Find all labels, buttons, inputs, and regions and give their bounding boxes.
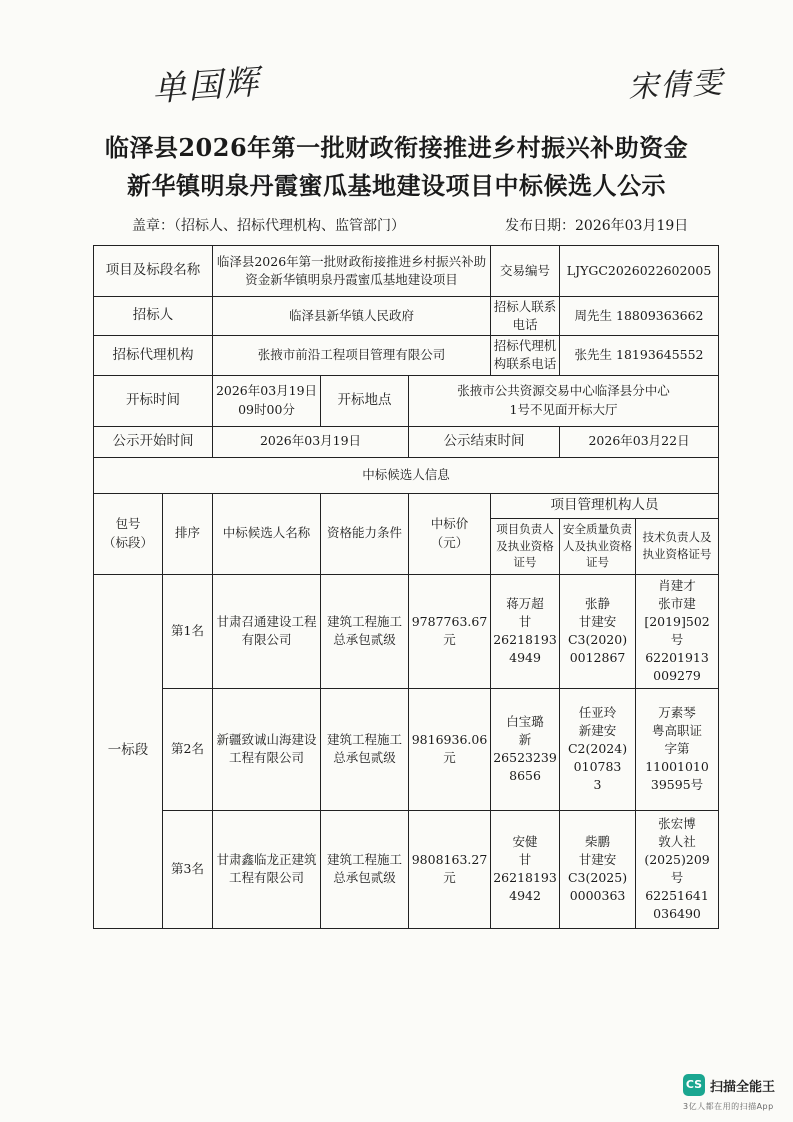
- open-place: 张掖市公共资源交易中心临泽县分中心 1号不见面开标大厅: [409, 375, 719, 426]
- header-qualification: 资格能力条件: [321, 493, 409, 574]
- candidate-safety: 张静 甘建安 C3(2020) 0012867: [560, 574, 636, 688]
- notice-end-label: 公示结束时间: [409, 426, 560, 457]
- candidate-safety: 任亚玲 新建安 C2(2024) 010783 3: [560, 688, 636, 810]
- header-price: 中标价 （元）: [409, 493, 491, 574]
- candidate-name: 新疆致诚山海建设工程有限公司: [213, 688, 321, 810]
- header-tech: 技术负责人及执业资格证号: [636, 518, 719, 574]
- project-row: [94, 246, 719, 297]
- notice-start-label: 公示开始时间: [94, 426, 213, 457]
- header-manager: 项目负责人及执业资格证号: [491, 518, 560, 574]
- package-cell: 一标段: [94, 574, 163, 928]
- candidate-price: 9787763.67元: [409, 574, 491, 688]
- candidate-safety: 柴鹏 甘建安 C3(2025) 0000363: [560, 810, 636, 928]
- candidate-row-2: [94, 688, 719, 810]
- section-title: 中标候选人信息: [94, 457, 719, 493]
- candidate-manager: 安健 甘 26218193 4942: [491, 810, 560, 928]
- candidate-row-1: [94, 574, 719, 688]
- notice-row: [94, 426, 719, 457]
- candidate-manager: 白宝璐 新 26523239 8656: [491, 688, 560, 810]
- notice-end: 2026年03月22日: [560, 426, 719, 457]
- candidate-qualification: 建筑工程施工总承包贰级: [321, 810, 409, 928]
- notice-start: 2026年03月19日: [213, 426, 409, 457]
- tenderer-phone-label: 招标人联系电话: [491, 297, 560, 336]
- candidate-row-3: [94, 810, 719, 928]
- agency-label: 招标代理机构: [94, 336, 213, 375]
- candidate-qualification: 建筑工程施工总承包贰级: [321, 688, 409, 810]
- camscanner-tagline: 3亿人都在用的扫描App: [683, 1102, 774, 1111]
- header-package: 包号 （标段）: [94, 493, 163, 574]
- candidate-name: 甘肃鑫临龙正建筑工程有限公司: [213, 810, 321, 928]
- camscanner-logo-icon: CS: [683, 1074, 705, 1096]
- open-time: 2026年03月19日 09时00分: [213, 375, 321, 426]
- agency-row: [94, 336, 719, 375]
- candidate-name: 甘肃召通建设工程有限公司: [213, 574, 321, 688]
- tenderer: 临泽县新华镇人民政府: [213, 297, 491, 336]
- candidate-rank: 第2名: [163, 688, 213, 810]
- trade-no-label: 交易编号: [491, 246, 560, 297]
- candidate-qualification: 建筑工程施工总承包贰级: [321, 574, 409, 688]
- title-line-2: 新华镇明泉丹霞蜜瓜基地建设项目中标候选人公示: [127, 171, 666, 200]
- open-place-label: 开标地点: [321, 375, 409, 426]
- header-safety: 安全质量负责人及执业资格证号: [560, 518, 636, 574]
- open-row: [94, 375, 719, 426]
- project-name: 临泽县2026年第一批财政衔接推进乡村振兴补助资金新华镇明泉丹霞蜜瓜基地建设项目: [213, 246, 491, 297]
- candidate-price: 9808163.27元: [409, 810, 491, 928]
- candidate-tech: 肖建才 张市建 [2019]502 号 62201913 009279: [636, 574, 719, 688]
- title-line-1: 临泽县2026年第一批财政衔接推进乡村振兴补助资金: [104, 133, 689, 162]
- agency: 张掖市前沿工程项目管理有限公司: [213, 336, 491, 375]
- candidate-rank: 第3名: [163, 810, 213, 928]
- candidate-tech: 张宏博 敦人社 (2025)209 号 62251641 036490: [636, 810, 719, 928]
- project-label: 项目及标段名称: [94, 246, 213, 297]
- trade-no: LJYGC2026022602005: [560, 246, 719, 297]
- section-title-row: [94, 457, 719, 493]
- signature-right: 宋倩雯: [627, 65, 726, 106]
- tenderer-phone: 周先生 18809363662: [560, 297, 719, 336]
- candidate-price: 9816936.06元: [409, 688, 491, 810]
- agency-phone: 张先生 18193645552: [560, 336, 719, 375]
- seal-label: 盖章：（招标人、招标代理机构、监管部门）: [132, 218, 405, 234]
- tenderer-label: 招标人: [94, 297, 213, 336]
- agency-phone-label: 招标代理机构联系电话: [491, 336, 560, 375]
- header-staff-group: 项目管理机构人员: [491, 493, 719, 518]
- open-time-label: 开标时间: [94, 375, 213, 426]
- header-row-1: [94, 493, 719, 518]
- candidate-tech: 万素琴 粤高职证 字第 11001010 39595号: [636, 688, 719, 810]
- header-name: 中标候选人名称: [213, 493, 321, 574]
- camscanner-name: 扫描全能王: [710, 1080, 776, 1095]
- notice-table: [93, 245, 719, 929]
- publish-date: 发布日期：2026年03月19日: [505, 218, 689, 234]
- signature-left: 单国辉: [150, 62, 262, 110]
- candidate-manager: 蒋万超 甘 26218193 4949: [491, 574, 560, 688]
- tenderer-row: [94, 297, 719, 336]
- header-rank: 排序: [163, 493, 213, 574]
- candidate-rank: 第1名: [163, 574, 213, 688]
